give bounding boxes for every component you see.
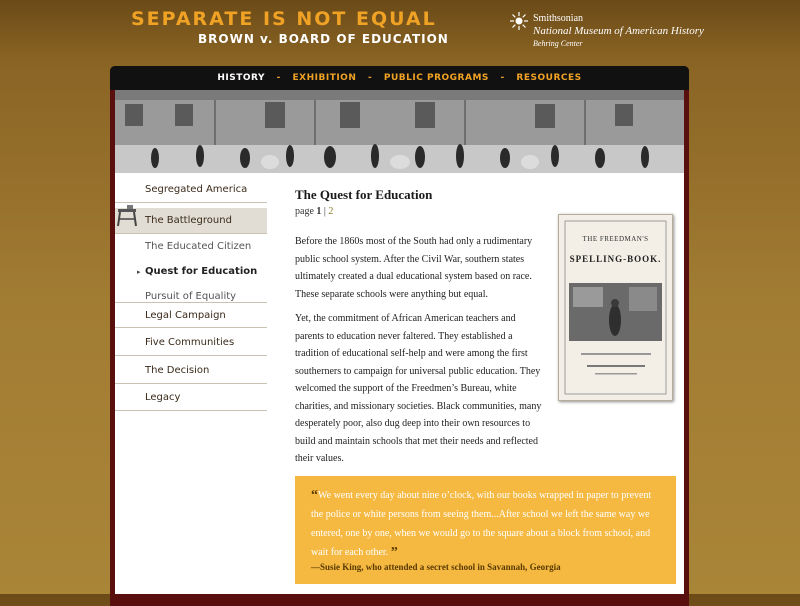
smithsonian-name: Smithsonian xyxy=(533,13,584,24)
sidebar-item-the-battleground[interactable]: The Battleground xyxy=(115,208,267,234)
book-title-line2: SPELLING-BOOK. xyxy=(569,254,662,264)
nav-history[interactable]: HISTORY xyxy=(217,73,265,83)
quote-attribution: —Susie King, who attended a secret school in Savannah, Georgia xyxy=(311,562,561,572)
nav-separator: - xyxy=(276,73,281,83)
paragraph-2: Yet, the commitment of African American teachers and parents to education never faltered. They established a tradition of educational self-help and were among the first southerners to campaign for universal public education. They welcomed the support of the Freedmen’s Bureau, white charities, and missionary societies. Black communities, many desperately poor, also dug deep into their own resources to build and maintain schools that met their needs and reflected their values. xyxy=(295,313,542,464)
sidebar-subitem-pursuit-of-equality[interactable]: Pursuit of Equality xyxy=(145,291,237,302)
nav-separator: - xyxy=(368,73,373,83)
sidebar-item-legacy[interactable]: Legacy xyxy=(115,385,267,411)
pager-separator: | xyxy=(323,206,326,217)
quote xyxy=(311,486,665,562)
spelling-book-image[interactable] xyxy=(558,214,673,401)
quote-box xyxy=(295,476,676,584)
page-title: The Quest for Education xyxy=(295,187,433,202)
museum-name: National Museum of American History xyxy=(533,25,704,37)
nav-exhibition[interactable]: EXHIBITION xyxy=(292,73,357,83)
bullet-icon: ▸ xyxy=(137,268,141,276)
open-quote-icon: “ xyxy=(311,488,318,503)
book-title-line1: THE FREEDMAN'S xyxy=(582,235,649,243)
nav-resources[interactable]: RESOURCES xyxy=(516,73,582,83)
sidebar-item-legal-campaign[interactable]: Legal Campaign xyxy=(115,302,267,328)
sidebar-item-segregated-america[interactable]: Segregated America xyxy=(115,177,267,203)
nav-separator: - xyxy=(500,73,505,83)
close-quote-icon: ” xyxy=(390,545,398,560)
top-nav xyxy=(110,66,689,90)
banner-engraving xyxy=(115,90,684,173)
sidebar-item-the-decision[interactable]: The Decision xyxy=(115,358,267,384)
pager-next-link[interactable]: 2 xyxy=(328,206,334,217)
center-name: Behring Center xyxy=(533,39,583,48)
site-subtitle[interactable]: BROWN v. BOARD OF EDUCATION xyxy=(198,32,449,46)
quote-text: We went every day about nine o’clock, with our books wrapped in paper to prevent the police or white persons from seeing them...After school we left the same way we entered, one by one, when we would go to the square about a block from school, and wait for each other. xyxy=(311,490,652,558)
sidebar xyxy=(115,173,267,594)
site-title[interactable]: SEPARATE IS NOT EQUAL xyxy=(131,8,437,30)
sidebar-subitem-quest-for-education[interactable]: Quest for Education xyxy=(145,266,258,277)
pager xyxy=(295,206,333,217)
pager-prefix: page xyxy=(295,206,314,217)
pager-current: 1 xyxy=(316,206,322,217)
banner-image xyxy=(115,90,684,173)
nav-public-programs[interactable]: PUBLIC PROGRAMS xyxy=(383,73,489,83)
content-area xyxy=(267,173,684,594)
sunburst-icon xyxy=(510,12,528,30)
sidebar-subitem-educated-citizen[interactable]: The Educated Citizen xyxy=(145,241,252,252)
school-desk-icon xyxy=(115,202,141,228)
sidebar-item-five-communities[interactable]: Five Communities xyxy=(115,330,267,356)
paragraph-1: Before the 1860s most of the South had only a rudimentary public school system. After the Civil War, southern states ultimately created a dual educational system based on race. These separate schools were anything but equal. xyxy=(295,236,533,300)
